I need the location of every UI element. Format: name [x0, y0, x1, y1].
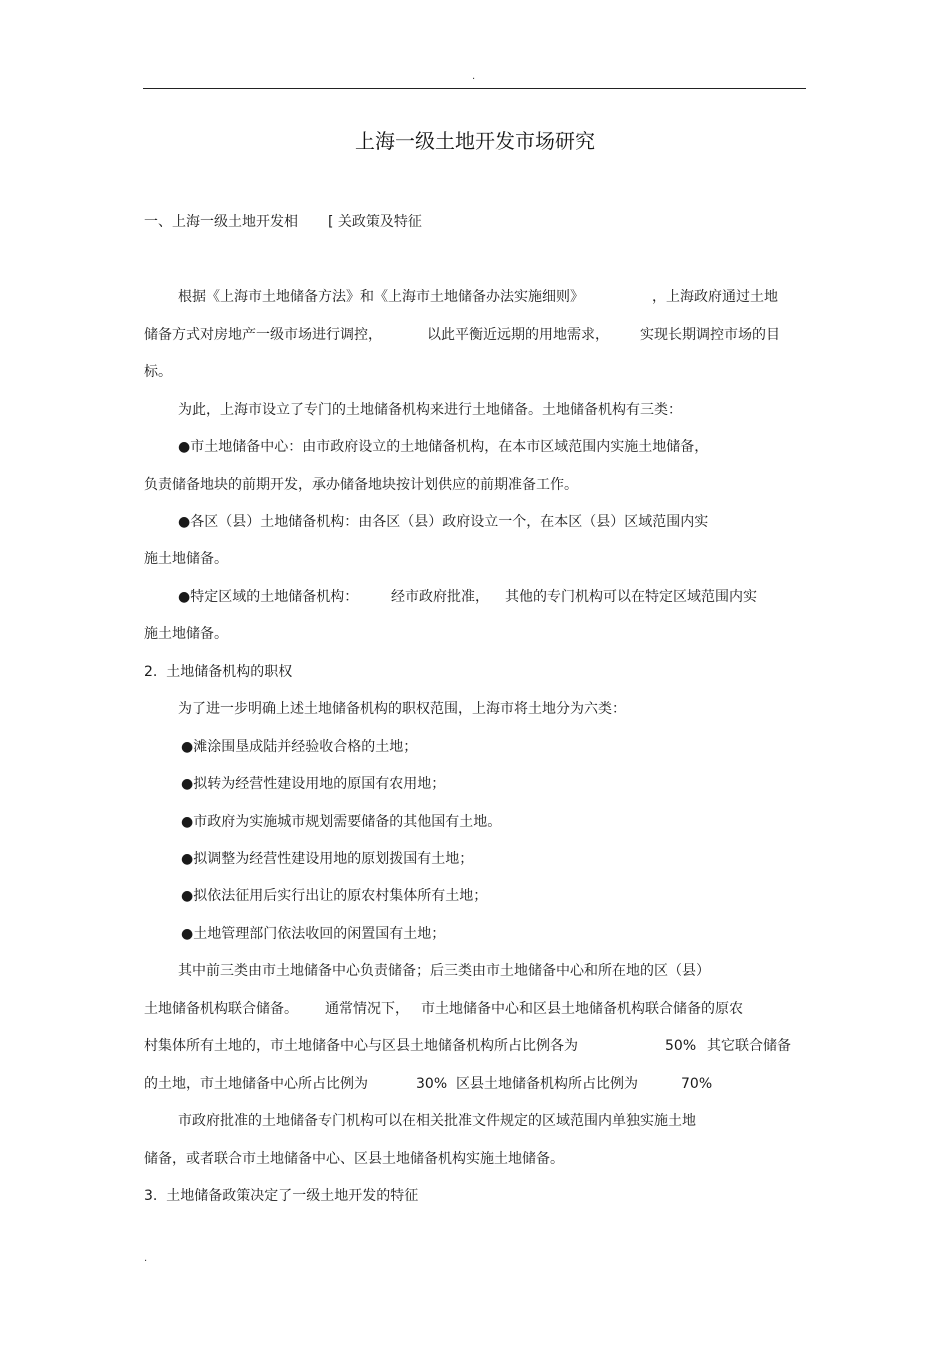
section-3-heading: 3. 土地储备政策决定了一级土地开发的特征 [144, 1188, 419, 1204]
header-mark: . [472, 71, 476, 82]
page-title: 上海一级土地开发市场研究 [355, 129, 595, 153]
bullet3-line1-a: ●特定区域的土地储备机构： [178, 589, 359, 605]
section-1-heading-part-a: 一、上海一级土地开发相 [144, 214, 298, 230]
list-item: ●拟调整为经营性建设用地的原划拨国有土地； [181, 851, 474, 867]
p5-line2: 储备，或者联合市土地储备中心、区县土地储备机构实施土地储备。 [144, 1151, 564, 1167]
p4-line1: 其中前三类由市土地储备中心负责储备；后三类由市土地储备中心和所在地的区（县） [178, 963, 710, 979]
p3-line1: 为了进一步明确上述土地储备机构的职权范围，上海市将土地分为六类： [178, 701, 626, 717]
p1-line2-b: 以此平衡近远期的用地需求， [427, 327, 609, 343]
p4-line4-b: 30% [416, 1076, 448, 1092]
list-item: ●拟依法征用后实行出让的原农村集体所有土地； [181, 888, 488, 904]
p4-line2-b: 通常情况下， [325, 1001, 409, 1017]
p4-line4-c: 区县土地储备机构所占比例为 [456, 1076, 638, 1092]
p4-line4-a: 的土地，市土地储备中心所占比例为 [144, 1076, 368, 1092]
p4-line3-a: 村集体所有土地的，市土地储备中心与区县土地储备机构所占比例各为 [144, 1038, 578, 1054]
p1-line2-c: 实现长期调控市场的目 [640, 327, 780, 343]
bullet1-line2: 负责储备地块的前期开发，承办储备地块按计划供应的前期准备工作。 [144, 477, 578, 493]
list-item: ●土地管理部门依法收回的闲置国有土地； [181, 926, 446, 942]
footer-mark: . [144, 1253, 148, 1264]
p1-line2-a: 储备方式对房地产一级市场进行调控， [144, 327, 382, 343]
p2-line1: 为此，上海市设立了专门的土地储备机构来进行土地储备。土地储备机构有三类： [178, 402, 682, 418]
bullet2-line2: 施土地储备。 [144, 551, 228, 567]
p4-line2-c: 市土地储备中心和区县土地储备机构联合储备的原农 [421, 1001, 743, 1017]
p4-line4-d: 70% [681, 1076, 713, 1092]
p1-line3: 标。 [144, 364, 172, 380]
list-item: ●拟转为经营性建设用地的原国有农用地； [181, 776, 446, 792]
bullet3-line2: 施土地储备。 [144, 626, 228, 642]
bullet3-line1-c: 其他的专门机构可以在特定区域范围内实 [505, 589, 757, 605]
p4-line3-c: 其它联合储备 [707, 1038, 791, 1054]
bullet3-line1-b: 经市政府批准， [391, 589, 489, 605]
p1-line1-a: 根据《上海市土地储备方法》和《上海市土地储备办法实施细则》 [178, 289, 584, 305]
p4-line2-a: 土地储备机构联合储备。 [144, 1001, 298, 1017]
p5-line1: 市政府批准的土地储备专门机构可以在相关批准文件规定的区域范围内单独实施土地 [178, 1113, 696, 1129]
list-item: ●市政府为实施城市规划需要储备的其他国有土地。 [181, 814, 502, 830]
section-2-heading: 2. 土地储备机构的职权 [144, 664, 293, 680]
p4-line3-b: 50% [665, 1038, 697, 1054]
p1-line1-b: ，上海政府通过土地 [652, 289, 778, 305]
header-rule [143, 88, 806, 89]
list-item: ●滩涂围垦成陆并经验收合格的土地； [181, 739, 418, 755]
bullet2-line1: ●各区（县）土地储备机构：由各区（县）政府设立一个，在本区（县）区域范围内实 [178, 514, 709, 530]
section-1-heading-part-b: [ 关政策及特征 [328, 214, 422, 230]
bullet1-line1: ●市土地储备中心：由市政府设立的土地储备机构，在本市区域范围内实施土地储备， [178, 439, 709, 455]
